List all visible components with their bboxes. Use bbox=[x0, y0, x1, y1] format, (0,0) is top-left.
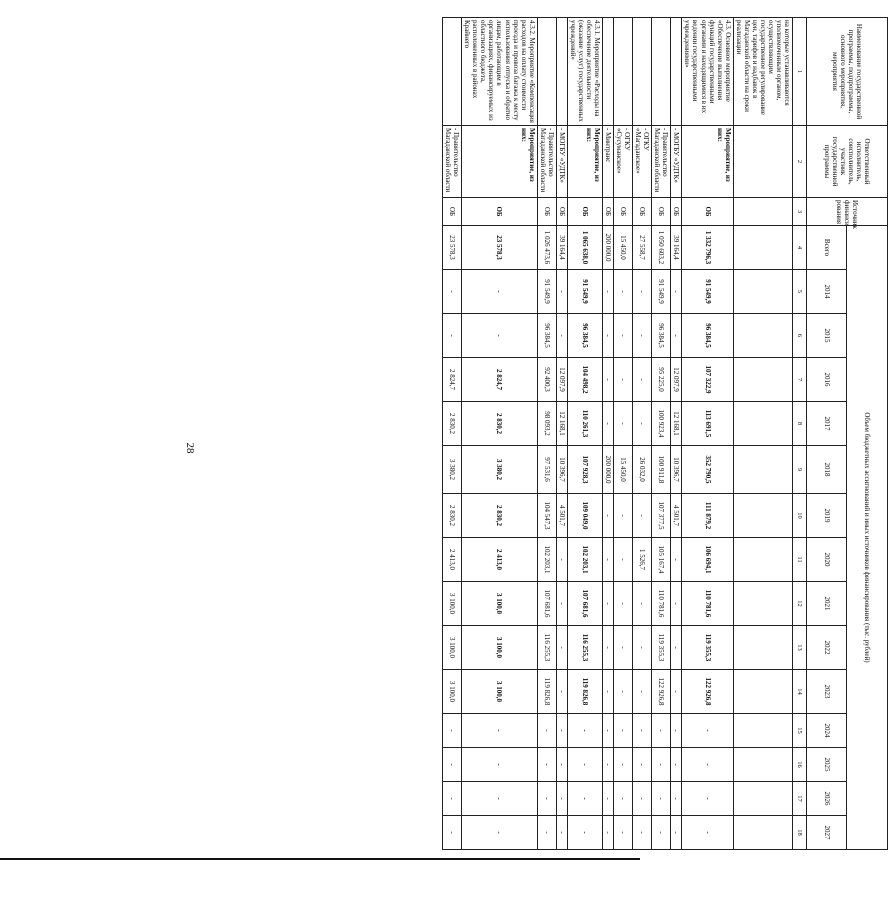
row-source: ОБ bbox=[462, 198, 537, 226]
row-year-value: 97 531,6 bbox=[537, 446, 556, 494]
row-year-value: 10 396,7 bbox=[556, 446, 567, 494]
row-year-value: 3 380,2 bbox=[443, 446, 462, 494]
row-name bbox=[671, 18, 682, 126]
row-year-value: - bbox=[556, 670, 567, 714]
row-responsible: - Правительство Магаданской области bbox=[652, 126, 671, 198]
row-year-value: - bbox=[633, 402, 652, 446]
row-year-value: - bbox=[614, 670, 633, 714]
row-year-value: - bbox=[633, 714, 652, 748]
row-year-value: 98 093,2 bbox=[537, 402, 556, 446]
row-year-value: - bbox=[614, 714, 633, 748]
table-row bbox=[443, 18, 462, 850]
row-year-value: 91 549,9 bbox=[682, 270, 733, 314]
row-year-value: 116 255,3 bbox=[537, 626, 556, 670]
row-year-value: - bbox=[614, 748, 633, 782]
row-year-value: - bbox=[671, 782, 682, 816]
row-year-value: 200 000,0 bbox=[603, 446, 614, 494]
column-number: 14 bbox=[793, 670, 807, 714]
row-source: ОБ bbox=[443, 198, 462, 226]
column-number: 8 bbox=[793, 402, 807, 446]
row-year-value: - bbox=[652, 748, 671, 782]
table-row bbox=[614, 18, 633, 850]
column-number: 7 bbox=[793, 358, 807, 402]
table-row bbox=[462, 18, 537, 850]
row-year-value: 109 049,0 bbox=[567, 494, 602, 538]
row-year-value: 107 377,5 bbox=[652, 494, 671, 538]
row-responsible: Мероприятие, из них: bbox=[567, 126, 602, 198]
header-name: Наименование государственной программы, подпрограммы, основного мероприятия, мероприятия bbox=[807, 18, 888, 126]
row-year-value: - bbox=[614, 626, 633, 670]
row-year-value: 4 501,7 bbox=[671, 494, 682, 538]
row-source: ОБ bbox=[633, 198, 652, 226]
row-year-value: 91 549,9 bbox=[537, 270, 556, 314]
row-year-value: 107 681,6 bbox=[537, 582, 556, 626]
row-year-value: - bbox=[671, 748, 682, 782]
budget-table bbox=[442, 17, 888, 850]
row-responsible: - МОГБУ «УДТК» bbox=[556, 126, 567, 198]
row-year-value: 122 926,8 bbox=[652, 670, 671, 714]
row-year-value: - bbox=[633, 358, 652, 402]
page-bottom-rule bbox=[0, 858, 640, 860]
row-year-value: - bbox=[633, 782, 652, 816]
row-year-value: 107 928,3 bbox=[567, 446, 602, 494]
table-row bbox=[652, 18, 671, 850]
row-total: 15 450,0 bbox=[614, 226, 633, 270]
row-year-value: 2 830,2 bbox=[443, 494, 462, 538]
header-year: 2025 bbox=[807, 748, 848, 782]
row-year-value: - bbox=[633, 816, 652, 850]
row-year-value bbox=[733, 782, 792, 816]
row-year-value: 4 501,7 bbox=[556, 494, 567, 538]
row-year-value: 107 681,6 bbox=[567, 582, 602, 626]
table-row bbox=[671, 18, 682, 850]
row-year-value: - bbox=[603, 748, 614, 782]
row-source: ОБ bbox=[614, 198, 633, 226]
row-year-value: - bbox=[682, 748, 733, 782]
row-name: 4.3.2. Мероприятие «Компенсация расходов на оплату стоимости проезда и провоза багажа к месту использования отпуска и обратно лицам, работающим в организациях, финансируемых из областного бюджета, расположенных в районах Крайнего bbox=[462, 18, 537, 126]
row-responsible: - МОГБУ «УДТК» bbox=[671, 126, 682, 198]
row-year-value: 104 547,3 bbox=[537, 494, 556, 538]
column-number: 16 bbox=[793, 748, 807, 782]
row-total: 39 164,4 bbox=[556, 226, 567, 270]
column-number: 13 bbox=[793, 626, 807, 670]
row-year-value: - bbox=[671, 538, 682, 582]
header-volume-title: Объем бюджетных ассигнований и иных источников финансирования (тыс. рублей) bbox=[847, 226, 888, 850]
row-year-value: 91 549,9 bbox=[652, 270, 671, 314]
header-source: Источник финанси-рования bbox=[807, 198, 888, 226]
row-year-value: 107 322,9 bbox=[682, 358, 733, 402]
table-row bbox=[682, 18, 733, 850]
header-year: 2026 bbox=[807, 782, 848, 816]
row-year-value: 110 261,3 bbox=[567, 402, 602, 446]
row-year-value: 3 100,0 bbox=[462, 582, 537, 626]
row-year-value: - bbox=[462, 748, 537, 782]
row-year-value: 110 781,6 bbox=[652, 582, 671, 626]
row-year-value: - bbox=[556, 782, 567, 816]
row-year-value: - bbox=[614, 782, 633, 816]
row-year-value: - bbox=[633, 494, 652, 538]
row-year-value: 92 400,3 bbox=[537, 358, 556, 402]
row-name bbox=[614, 18, 633, 126]
column-number: 1 bbox=[793, 18, 807, 126]
page-number: 28 bbox=[184, 442, 196, 454]
table-row bbox=[556, 18, 567, 850]
row-year-value: - bbox=[462, 270, 537, 314]
row-year-value: - bbox=[603, 402, 614, 446]
header-total: Всего bbox=[807, 226, 848, 270]
row-total: 1 332 796,3 bbox=[682, 226, 733, 270]
row-year-value: 122 926,8 bbox=[682, 670, 733, 714]
row-total: 200 000,0 bbox=[603, 226, 614, 270]
header-year: 2022 bbox=[807, 626, 848, 670]
row-year-value bbox=[733, 816, 792, 850]
column-number: 5 bbox=[793, 270, 807, 314]
row-year-value: 102 203,1 bbox=[537, 538, 556, 582]
row-year-value: - bbox=[682, 782, 733, 816]
row-year-value: - bbox=[567, 782, 602, 816]
column-number: 2 bbox=[793, 126, 807, 198]
row-year-value: - bbox=[556, 748, 567, 782]
row-name: 4.3.1. Мероприятие «Расходы на обеспечение деятельности (оказание услуг) государственных учреждений» bbox=[567, 18, 602, 126]
row-total bbox=[733, 226, 792, 270]
row-year-value: - bbox=[537, 748, 556, 782]
row-year-value: 12 097,9 bbox=[671, 358, 682, 402]
row-year-value: - bbox=[567, 816, 602, 850]
row-year-value: 12 168,1 bbox=[556, 402, 567, 446]
row-year-value: 119 355,3 bbox=[652, 626, 671, 670]
row-responsible: - Правительство Магаданской области bbox=[537, 126, 556, 198]
row-total: 23 578,3 bbox=[443, 226, 462, 270]
header-year: 2019 bbox=[807, 494, 848, 538]
row-year-value bbox=[733, 582, 792, 626]
row-year-value: - bbox=[614, 402, 633, 446]
row-year-value bbox=[733, 358, 792, 402]
row-year-value: 3 100,0 bbox=[462, 670, 537, 714]
budget-table-rotated bbox=[444, 17, 888, 843]
row-responsible: - Минтранс bbox=[603, 126, 614, 198]
row-name bbox=[556, 18, 567, 126]
row-year-value: - bbox=[603, 816, 614, 850]
row-year-value: - bbox=[633, 670, 652, 714]
row-name bbox=[603, 18, 614, 126]
row-year-value bbox=[733, 748, 792, 782]
row-year-value: - bbox=[556, 270, 567, 314]
row-year-value: - bbox=[556, 714, 567, 748]
row-year-value: - bbox=[671, 314, 682, 358]
row-total: 27 558,7 bbox=[633, 226, 652, 270]
row-year-value: - bbox=[603, 626, 614, 670]
row-year-value: 106 694,1 bbox=[682, 538, 733, 582]
row-year-value: - bbox=[603, 538, 614, 582]
row-total: 23 578,3 bbox=[462, 226, 537, 270]
row-year-value: 113 691,5 bbox=[682, 402, 733, 446]
column-number: 6 bbox=[793, 314, 807, 358]
row-responsible: - ОГКУ «Сусуманское» bbox=[614, 126, 633, 198]
row-source: ОБ bbox=[682, 198, 733, 226]
header-year: 2015 bbox=[807, 314, 848, 358]
row-year-value: 2 413,0 bbox=[443, 538, 462, 582]
row-year-value: - bbox=[671, 816, 682, 850]
row-year-value bbox=[733, 538, 792, 582]
row-year-value: - bbox=[633, 314, 652, 358]
column-number: 15 bbox=[793, 714, 807, 748]
row-year-value: 100 923,4 bbox=[652, 402, 671, 446]
row-year-value: - bbox=[614, 538, 633, 582]
row-year-value: 111 879,2 bbox=[682, 494, 733, 538]
row-year-value: - bbox=[671, 670, 682, 714]
row-year-value: 102 203,1 bbox=[567, 538, 602, 582]
row-year-value: - bbox=[443, 782, 462, 816]
row-year-value: - bbox=[682, 816, 733, 850]
row-year-value: - bbox=[671, 582, 682, 626]
row-name: 4.3. Основное мероприятие «Обеспечение выполнения функций государственными органами и находящимися в их ведении государственными учреждениями» bbox=[682, 18, 733, 126]
row-year-value: 12 097,9 bbox=[556, 358, 567, 402]
row-year-value: 10 396,7 bbox=[671, 446, 682, 494]
row-year-value: - bbox=[614, 816, 633, 850]
row-year-value: 119 355,3 bbox=[682, 626, 733, 670]
row-year-value: - bbox=[682, 714, 733, 748]
row-responsible: - Правительство Магаданской области bbox=[443, 126, 462, 198]
row-total: 1 065 638,0 bbox=[567, 226, 602, 270]
row-name bbox=[443, 18, 462, 126]
row-year-value bbox=[733, 402, 792, 446]
header-year: 2021 bbox=[807, 582, 848, 626]
header-responsible: Ответственный исполнитель, соисполнитель, участник государственной программы bbox=[807, 126, 888, 198]
row-year-value: - bbox=[614, 582, 633, 626]
row-year-value: - bbox=[603, 494, 614, 538]
row-year-value: - bbox=[652, 714, 671, 748]
row-year-value: 3 380,2 bbox=[462, 446, 537, 494]
row-year-value: - bbox=[603, 782, 614, 816]
row-year-value: - bbox=[603, 670, 614, 714]
row-year-value: - bbox=[671, 270, 682, 314]
row-year-value: 2 830,2 bbox=[462, 494, 537, 538]
row-year-value: 12 168,1 bbox=[671, 402, 682, 446]
row-year-value: 15 450,0 bbox=[614, 446, 633, 494]
row-year-value: 96 384,5 bbox=[567, 314, 602, 358]
row-source: ОБ bbox=[537, 198, 556, 226]
row-year-value: 2 824,7 bbox=[462, 358, 537, 402]
row-year-value: 2 824,7 bbox=[443, 358, 462, 402]
column-number: 12 bbox=[793, 582, 807, 626]
column-number: 9 bbox=[793, 446, 807, 494]
row-year-value: 3 100,0 bbox=[443, 582, 462, 626]
row-year-value: - bbox=[443, 270, 462, 314]
row-name bbox=[633, 18, 652, 126]
table-row bbox=[537, 18, 556, 850]
header-year: 2017 bbox=[807, 402, 848, 446]
row-year-value: 3 100,0 bbox=[443, 626, 462, 670]
row-source: ОБ bbox=[652, 198, 671, 226]
row-total: 1 050 603,2 bbox=[652, 226, 671, 270]
row-source: ОБ bbox=[603, 198, 614, 226]
row-year-value: - bbox=[443, 714, 462, 748]
row-year-value: 116 255,3 bbox=[567, 626, 602, 670]
row-year-value bbox=[733, 270, 792, 314]
row-responsible: Мероприятие, из них: bbox=[682, 126, 733, 198]
row-responsible: - ОГКУ «Магаданское» bbox=[633, 126, 652, 198]
column-number: 4 bbox=[793, 226, 807, 270]
row-year-value: - bbox=[462, 314, 537, 358]
row-total: 39 164,4 bbox=[671, 226, 682, 270]
row-year-value bbox=[733, 714, 792, 748]
row-year-value: - bbox=[633, 582, 652, 626]
row-year-value: 95 225,0 bbox=[652, 358, 671, 402]
row-year-value: 2 830,2 bbox=[462, 402, 537, 446]
row-year-value: 91 549,9 bbox=[567, 270, 602, 314]
row-year-value: 105 167,4 bbox=[652, 538, 671, 582]
row-year-value bbox=[733, 670, 792, 714]
row-year-value: 26 032,0 bbox=[633, 446, 652, 494]
row-year-value: - bbox=[556, 626, 567, 670]
row-year-value bbox=[733, 446, 792, 494]
row-year-value: - bbox=[556, 538, 567, 582]
row-year-value bbox=[733, 314, 792, 358]
row-year-value: 119 826,8 bbox=[537, 670, 556, 714]
row-year-value bbox=[733, 494, 792, 538]
row-responsible: Мероприятие, из них: bbox=[462, 126, 537, 198]
table-row bbox=[633, 18, 652, 850]
row-name bbox=[652, 18, 671, 126]
row-year-value bbox=[733, 626, 792, 670]
row-year-value: - bbox=[537, 714, 556, 748]
row-year-value: - bbox=[633, 270, 652, 314]
row-source: ОБ bbox=[556, 198, 567, 226]
row-year-value: - bbox=[603, 270, 614, 314]
row-name: на которые устанавливаются уполномоченным органом, осуществляющим государственное регулирование цен, тарифов и надбавок в Магаданской области на сроки реализации bbox=[733, 18, 792, 126]
row-year-value: - bbox=[462, 714, 537, 748]
table-row bbox=[603, 18, 614, 850]
row-year-value: - bbox=[652, 816, 671, 850]
row-year-value: - bbox=[614, 314, 633, 358]
row-year-value: - bbox=[556, 582, 567, 626]
row-source: ОБ bbox=[671, 198, 682, 226]
row-year-value: - bbox=[671, 626, 682, 670]
table-row bbox=[567, 18, 602, 850]
header-year: 2027 bbox=[807, 816, 848, 850]
row-year-value: 3 100,0 bbox=[443, 670, 462, 714]
row-year-value: - bbox=[443, 816, 462, 850]
row-year-value: 96 384,5 bbox=[652, 314, 671, 358]
row-year-value: 2 830,2 bbox=[443, 402, 462, 446]
table-row bbox=[733, 18, 792, 850]
row-year-value: - bbox=[652, 782, 671, 816]
row-responsible bbox=[733, 126, 792, 198]
row-year-value: - bbox=[537, 782, 556, 816]
column-number: 18 bbox=[793, 816, 807, 850]
header-year: 2018 bbox=[807, 446, 848, 494]
row-year-value: - bbox=[567, 714, 602, 748]
row-year-value: - bbox=[603, 714, 614, 748]
row-source: ОБ bbox=[567, 198, 602, 226]
header-year: 2023 bbox=[807, 670, 848, 714]
row-year-value: 3 100,0 bbox=[462, 626, 537, 670]
row-year-value: - bbox=[614, 270, 633, 314]
header-year: 2024 bbox=[807, 714, 848, 748]
row-year-value: - bbox=[633, 626, 652, 670]
row-year-value: 352 790,5 bbox=[682, 446, 733, 494]
header-year: 2016 bbox=[807, 358, 848, 402]
row-year-value: - bbox=[537, 816, 556, 850]
row-year-value: - bbox=[603, 582, 614, 626]
row-year-value: - bbox=[603, 358, 614, 402]
row-year-value: - bbox=[443, 314, 462, 358]
row-year-value: 96 384,5 bbox=[682, 314, 733, 358]
row-year-value: 1 526,7 bbox=[633, 538, 652, 582]
row-year-value: - bbox=[567, 748, 602, 782]
row-source bbox=[733, 198, 792, 226]
header-year: 2020 bbox=[807, 538, 848, 582]
row-year-value: - bbox=[614, 358, 633, 402]
row-year-value: - bbox=[462, 782, 537, 816]
row-year-value: - bbox=[556, 314, 567, 358]
column-number: 3 bbox=[793, 198, 807, 226]
row-total: 1 026 473,6 bbox=[537, 226, 556, 270]
row-year-value: 96 384,5 bbox=[537, 314, 556, 358]
header-year: 2014 bbox=[807, 270, 848, 314]
row-year-value: - bbox=[443, 748, 462, 782]
column-number: 11 bbox=[793, 538, 807, 582]
row-year-value: 100 911,8 bbox=[652, 446, 671, 494]
row-year-value: - bbox=[462, 816, 537, 850]
row-name bbox=[537, 18, 556, 126]
row-year-value: 110 781,6 bbox=[682, 582, 733, 626]
row-year-value: - bbox=[671, 714, 682, 748]
row-year-value: - bbox=[603, 314, 614, 358]
row-year-value: - bbox=[556, 816, 567, 850]
row-year-value: - bbox=[633, 748, 652, 782]
row-year-value: 104 498,2 bbox=[567, 358, 602, 402]
row-year-value: 2 413,0 bbox=[462, 538, 537, 582]
row-year-value: 119 826,8 bbox=[567, 670, 602, 714]
column-number: 10 bbox=[793, 494, 807, 538]
column-number: 17 bbox=[793, 782, 807, 816]
row-year-value: - bbox=[614, 494, 633, 538]
